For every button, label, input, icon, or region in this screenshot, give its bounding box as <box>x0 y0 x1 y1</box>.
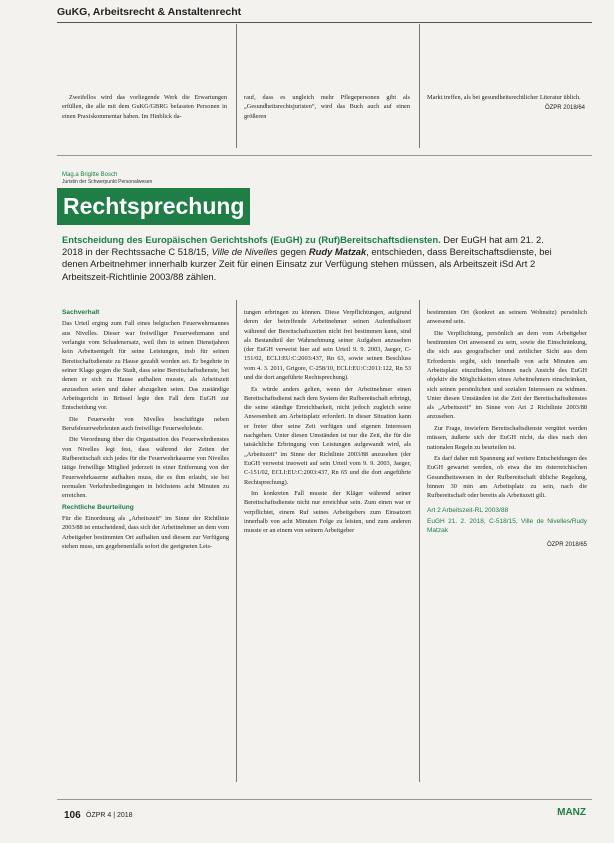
lead-text: Der EuGH hat am 21. 2. 2018 in der Rechtssache C 518/15, <box>62 234 544 258</box>
top-column-2 <box>244 93 410 123</box>
lead-paragraph <box>62 234 557 283</box>
section-banner: Rechtsprechung <box>57 188 250 225</box>
body-paragraph: Die Verordnung über die Organisation des Feuerwehrdienstes von Nivelles legt fest, dass während der Zeiten der Rufbereitschaft sich jedes für die Feuerwehrkaserne von Nivelles tätige freiwillige Mitglied jederzeit in einer Entfernung von der Feuerwehrkaserne aufhalten muss, die es ihm erlaubt, sie bei normalen Verkehrsbedingungen in höchstens acht Minuten zu erreichen. <box>62 436 229 500</box>
publisher-logo: MANZ <box>557 807 586 818</box>
section-heading: Rechtliche Beurteilung <box>62 503 134 511</box>
body-paragraph: Das Urteil erging zum Fall eines belgischen Feuerwehrmannes aus Nivelles. Dieser war freiwilliger Feuerwehrmann und verlangte vom Schadenersatz, weil ihm in seinen Dienstjahren kein Arbeitsentgelt für seine Leistungen, insb für seinen Bereitschaftsdienste zu Hause gezahlt worden sei. Er begehrte in seiner Klage gegen die Stadt, dass seine Bereitschaftsdienste, bei denen er sich zu Hause aufhalten musste, als Arbeitszeit anzusehen seien und daher abzugelten seien. Das zuständige Arbeitsgericht in Brüssel legte den Fall dem EuGH zur Entscheidung vor. <box>62 320 229 412</box>
lead-text: , entschieden, dass Bereitschaftsdienste, bei denen Arbeitnehmer innerhalb kurzer Zeit für einen Einsatz zur Verfügung stehen müssen, als Arbeitszeit iSd Art 2 Arbeitszeit-Richtlinie 2003/88 zählen. <box>62 246 552 282</box>
running-header: GuKG, Arbeitsrecht & Anstaltenrecht <box>57 6 242 18</box>
column-divider <box>419 24 420 148</box>
column-divider <box>236 24 237 148</box>
body-paragraph: Zur Frage, inwiefern Bereitschaftsdienste vergütet werden müssen, äußerte sich der EuGH nicht, da dies nach den nationalen Regeln zu beurteilen ist. <box>427 424 587 451</box>
case-name: Ville de Nivelles <box>211 246 278 258</box>
main-column-2 <box>244 308 411 538</box>
law-reference: Art 2 Arbeitszeit-RL 2003/88 <box>427 506 509 514</box>
body-paragraph: Die Feuerwehr von Nivelles beschäftigte neben Berufsfeuerwehrleuten auch freiwillige Feuerwehrleute. <box>62 415 229 432</box>
citation-signature: ÖZPR 2018/65 <box>546 541 587 548</box>
footer-rule <box>57 799 592 800</box>
body-paragraph: Es würde anders gelten, wenn der Arbeitnehmer einen Bereitschaftsdienst nach dem System der Rufbereitschaft erbringt, die seine ständige Erreichbarkeit, nicht jedoch zugleich seine Anwesenheit am Arbeitsplatz erfordert. In dieser Situation kann er freier über seine Zeit verfügen und eigenen Interessen nachgehen. Unter diesen Umständen ist nur die Zeit, die für die tatsächliche Erbringung von Leistungen aufgewandt wird, als „Arbeitszeit“ im Sinne der Richtlinie 2003/88 anzusehen (der EuGH verweist insoweit auf sein Urteil vom 9. 9. 2003, Jaeger, C-151/02, ECLI:EU:C:2003:437, Rn 65 und die dort angeführte Rechtsprechung). <box>244 385 411 486</box>
header-rule <box>57 22 592 23</box>
body-paragraph: Die Verpflichtung, persönlich an dem vom Arbeitgeber bestimmten Ort anwesend zu sein, sowie die Einschränkung, die sich aus geografischer und zeitlicher Sicht aus dem Erfordernis ergibt, sich innerhalb von acht Minuten am Arbeitsplatz einzufinden, können nach Ansicht des EuGH objektiv die Möglichkeiten eines Arbeitnehmers einschränken, sich seinen persönlichen und sozialen Interessen zu widmen. Unter diesen Umständen ist die Zeit der Bereitschaftsdienstes als „Arbeitszeit“ im Sinne von Art 2 Richtlinie 2003/88 anzusehen. <box>427 329 587 421</box>
body-paragraph: tungen erbringen zu können. Diese Verpflichtungen, aufgrund deren der betreffende Arbeitnehmer seinen Aufenthaltsort während der Bereitschaftszeiten nicht frei bestimmen kann, sind als Bestandteil der Wahrnehmung seiner Aufgaben anzusehen (der EuGH verweist hier auf sein Urteil 9. 9. 2003, Jaeger, C-151/02, ECLI:EU:C:2003:437, Rn 63, sowie seinen Beschluss vom 4. 3. 2011, Grigore, C-258/10, ECLI:EU:C:2011:122, Rn 53 und die dort angeführte Rechtsprechung). <box>244 309 411 382</box>
section-rule <box>57 155 592 156</box>
journal-issue: ÖZPR 4 | 2018 <box>86 812 133 819</box>
main-column-1 <box>62 308 229 554</box>
column-divider <box>236 300 237 782</box>
top-column-3 <box>427 93 585 114</box>
case-reference: EuGH 21. 2. 2018, C-518/15, Ville de Nivelles/Rudy Matzak <box>427 517 587 534</box>
lead-text: gegen <box>277 246 309 258</box>
top-column-1 <box>62 93 227 123</box>
lead-title: Entscheidung des Europäischen Gerichtshofs (EuGH) zu (Ruf)Bereitschaftsdiensten. <box>62 234 441 245</box>
body-paragraph: Markt treffen, als bei gesundheitsrechtlicher Literatur üblich. <box>427 94 581 101</box>
main-column-3 <box>427 308 587 550</box>
page-number: 106 <box>64 810 81 821</box>
author-block <box>62 172 152 186</box>
body-paragraph: Für die Einordnung als „Arbeitszeit“ im Sinne der Richtlinie 2003/88 ist entscheidend, dass sich der Arbeitnehmer an dem vom Arbeitgeber bestimmten Ort aufhalten und diesem zur Verfügung stehen muss, um gegebenenfalls sofort die geeigneten Leis- <box>62 515 229 551</box>
citation-signature: ÖZPR 2018/64 <box>544 105 585 112</box>
author-name: Mag.a Brigitte Bosch <box>62 172 118 178</box>
party-name: Rudy Matzak <box>308 246 367 258</box>
body-paragraph: Es darf daher mit Spannung auf weitere Entscheidungen des EuGH gewartet werden, ob etwa die im österreichischen Gesundheitswesen in der Rufbereitschaft übliche Regelung, binnen 30 min am Arbeitsplatz zu sein, nach die Rufbereitschaft oder bereits als Arbeitszeit gilt. <box>427 455 587 500</box>
author-role: Juristin der Schwerpunkt Personalwesen <box>62 179 153 185</box>
body-paragraph: bestimmten Ort (konkret an seinem Wohnsitz) persönlich anwesend sein. <box>427 309 587 326</box>
body-paragraph: Im konkreten Fall musste der Kläger während seiner Bereitschaftsdienste nicht nur erreichbar sein. Zum einen war er verpflichtet, einem Ruf seines Arbeitgebers zum Einsatzort innerhalb von acht Minuten Folge zu leisten, und zum anderen musste er an einem von seinem Arbeitgeber <box>244 490 411 535</box>
body-paragraph: rauf, dass es ungleich mehr Pflegepersonen gibt als „Gesundheitsrechtsjuristen“, wird das Buch auch auf einen größeren <box>244 94 410 120</box>
body-paragraph: Zweifellos wird das vorliegende Werk die Erwartungen erfüllen, die alle mit dem GuKG/GBRG befassten Personen in einen Praxiskommentar haben. Im Hinblick da- <box>62 94 227 120</box>
section-heading: Sachverhalt <box>62 309 100 316</box>
column-divider <box>419 300 420 782</box>
